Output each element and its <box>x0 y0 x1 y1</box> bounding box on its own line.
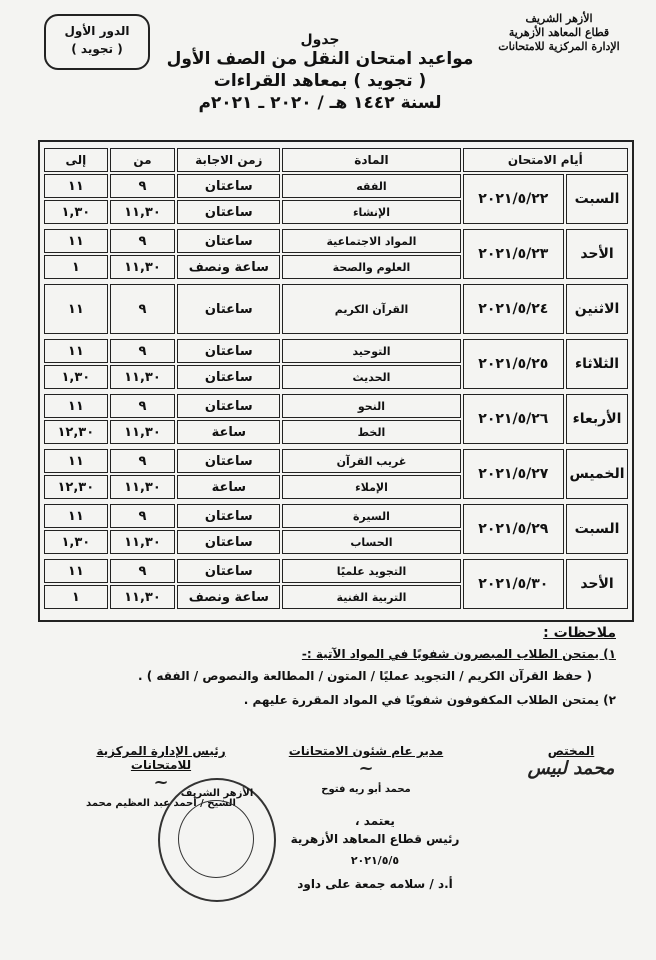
note-1-detail: ( حفظ القرآن الكريم / التجويد عمليًا / المتون / المطالعة والنصوص / الفقه ) . <box>138 669 592 683</box>
specialist-signature: محمد لبيس <box>527 758 615 779</box>
group-spacer <box>44 391 628 392</box>
subject-cell: التربية الفنية <box>282 585 460 609</box>
header-to: إلى <box>44 148 108 172</box>
date-cell: ٢٠٢١/٥/٢٣ <box>463 229 565 279</box>
header-days: أيام الامتحان <box>463 148 628 172</box>
title-line-3: لسنة ١٤٤٢ هـ / ٢٠٢٠ ـ ٢٠٢١م <box>198 93 442 113</box>
institution-line-1: الأزهر الشريف <box>525 12 593 25</box>
to-cell: ١١ <box>44 559 108 583</box>
notes-heading: ملاحظات : <box>543 625 616 641</box>
subject-cell: القرآن الكريم <box>282 284 460 334</box>
to-cell: ١ <box>44 255 108 279</box>
title-line-2: ( تجويد ) بمعاهد القراءات <box>213 71 427 91</box>
institution-line-3: الإدارة المركزية للامتحانات <box>498 40 620 53</box>
from-cell: ٩ <box>110 229 176 253</box>
to-cell: ١١ <box>44 174 108 198</box>
subject-cell: الإملاء <box>282 475 460 499</box>
table-row <box>44 504 628 528</box>
to-cell: ١٢,٣٠ <box>44 420 108 444</box>
duration-cell: ساعة <box>177 420 280 444</box>
from-cell: ٩ <box>110 394 176 418</box>
director-name: محمد أبو ريه فتوح <box>321 784 411 795</box>
duration-cell: ساعتان <box>177 559 280 583</box>
from-cell: ٩ <box>110 284 176 334</box>
institution-line-2: قطاع المعاهد الأزهرية <box>508 26 610 39</box>
title-line-1: مواعيد امتحان النقل من الصف الأول <box>166 49 474 69</box>
director-title: مدير عام شئون الامتحانات <box>288 744 444 758</box>
group-spacer <box>44 501 628 502</box>
to-cell: ١ <box>44 585 108 609</box>
duration-cell: ساعتان <box>177 229 280 253</box>
approval-block <box>290 814 460 891</box>
subject-cell: التوحيد <box>282 339 460 363</box>
to-cell: ١١ <box>44 229 108 253</box>
subject-cell: الإنشاء <box>282 200 460 224</box>
subject-cell: العلوم والصحة <box>282 255 460 279</box>
note-1: ١) يمتحن الطلاب المبصرون شفويًا في المواد الآتية :- <box>301 647 616 661</box>
table-row <box>44 339 628 363</box>
day-cell: الثلاثاء <box>566 339 628 389</box>
stamp-text: الأزهر الشريف <box>180 788 254 799</box>
duration-cell: ساعتان <box>177 339 280 363</box>
approved-label: يعتمد ، <box>355 814 395 828</box>
from-cell: ١١,٣٠ <box>110 475 176 499</box>
subject-cell: التجويد علميًا <box>282 559 460 583</box>
table-row <box>44 449 628 473</box>
group-spacer <box>44 281 628 282</box>
subject-cell: غريب القرآن <box>282 449 460 473</box>
date-cell: ٢٠٢١/٥/٢٩ <box>463 504 565 554</box>
table-row <box>44 559 628 583</box>
duration-cell: ساعتان <box>177 174 280 198</box>
document-title <box>160 32 480 114</box>
duration-cell: ساعتان <box>177 365 280 389</box>
day-cell: الأربعاء <box>566 394 628 444</box>
date-cell: ٢٠٢١/٥/٢٧ <box>463 449 565 499</box>
to-cell: ١١ <box>44 339 108 363</box>
subject-cell: الحساب <box>282 530 460 554</box>
sector-title: رئيس قطاع المعاهد الأزهرية <box>290 832 460 846</box>
group-spacer <box>44 336 628 337</box>
from-cell: ٩ <box>110 504 176 528</box>
round-label: الدور الأول <box>64 24 130 38</box>
day-cell: السبت <box>566 174 628 224</box>
track-label: ( تجويد ) <box>71 42 123 56</box>
to-cell: ١,٣٠ <box>44 200 108 224</box>
subject-cell: السيرة <box>282 504 460 528</box>
to-cell: ١١ <box>44 284 108 334</box>
institution-header <box>484 12 634 54</box>
day-cell: السبت <box>566 504 628 554</box>
subject-cell: الفقه <box>282 174 460 198</box>
director-signature: ~ <box>358 758 374 779</box>
duration-cell: ساعتان <box>177 504 280 528</box>
to-cell: ١١ <box>44 449 108 473</box>
table-row <box>44 284 628 334</box>
from-cell: ٩ <box>110 174 176 198</box>
from-cell: ٩ <box>110 339 176 363</box>
group-spacer <box>44 226 628 227</box>
duration-cell: ساعتان <box>177 284 280 334</box>
header-subject: المادة <box>282 148 460 172</box>
from-cell: ١١,٣٠ <box>110 585 176 609</box>
to-cell: ١٢,٣٠ <box>44 475 108 499</box>
header-duration: زمن الاجابة <box>177 148 280 172</box>
title-label: جدول <box>300 32 340 48</box>
duration-cell: ساعة ونصف <box>177 255 280 279</box>
day-cell: الأحد <box>566 229 628 279</box>
day-cell: الخميس <box>566 449 628 499</box>
official-stamp <box>158 778 276 902</box>
date-written: ٢٠٢١/٥/٥ <box>350 854 400 867</box>
table-row <box>44 174 628 198</box>
specialist-block <box>526 744 616 779</box>
subject-cell: النحو <box>282 394 460 418</box>
day-cell: الأحد <box>566 559 628 609</box>
table-row <box>44 394 628 418</box>
from-cell: ٩ <box>110 449 176 473</box>
notes-section <box>36 625 616 715</box>
subject-cell: المواد الاجتماعية <box>282 229 460 253</box>
head-title: رئيس الإدارة المركزية للامتحانات <box>96 744 226 772</box>
head-signature: ~ <box>153 772 169 793</box>
group-spacer <box>44 446 628 447</box>
group-spacer <box>44 556 628 557</box>
date-cell: ٢٠٢١/٥/٣٠ <box>463 559 565 609</box>
duration-cell: ساعة <box>177 475 280 499</box>
date-cell: ٢٠٢١/٥/٢٢ <box>463 174 565 224</box>
director-block <box>286 744 446 795</box>
exam-round-box <box>44 14 150 70</box>
table-header-row <box>44 148 628 172</box>
date-cell: ٢٠٢١/٥/٢٤ <box>463 284 565 334</box>
date-cell: ٢٠٢١/٥/٢٦ <box>463 394 565 444</box>
duration-cell: ساعتان <box>177 449 280 473</box>
note-2: ٢) يمتحن الطلاب المكفوفون شفويًا في المواد المقررة عليهم . <box>243 693 616 707</box>
duration-cell: ساعتان <box>177 200 280 224</box>
from-cell: ١١,٣٠ <box>110 365 176 389</box>
from-cell: ١١,٣٠ <box>110 200 176 224</box>
sector-name: أ.د / سلامه جمعة على داود <box>297 877 453 891</box>
specialist-title: المختص <box>547 744 595 758</box>
table-row <box>44 229 628 253</box>
subject-cell: الحديث <box>282 365 460 389</box>
duration-cell: ساعتان <box>177 394 280 418</box>
stamp-emblem <box>178 800 254 878</box>
header-from: من <box>110 148 176 172</box>
to-cell: ١,٣٠ <box>44 365 108 389</box>
from-cell: ١١,٣٠ <box>110 530 176 554</box>
day-cell: الاثنين <box>566 284 628 334</box>
from-cell: ١١,٣٠ <box>110 420 176 444</box>
duration-cell: ساعتان <box>177 530 280 554</box>
duration-cell: ساعة ونصف <box>177 585 280 609</box>
subject-cell: الخط <box>282 420 460 444</box>
from-cell: ١١,٣٠ <box>110 255 176 279</box>
to-cell: ١١ <box>44 394 108 418</box>
date-cell: ٢٠٢١/٥/٢٥ <box>463 339 565 389</box>
to-cell: ١,٣٠ <box>44 530 108 554</box>
exam-schedule-table <box>42 146 630 611</box>
head-name: الشيخ / أحمد عبد العظيم محمد <box>86 798 236 809</box>
from-cell: ٩ <box>110 559 176 583</box>
to-cell: ١١ <box>44 504 108 528</box>
